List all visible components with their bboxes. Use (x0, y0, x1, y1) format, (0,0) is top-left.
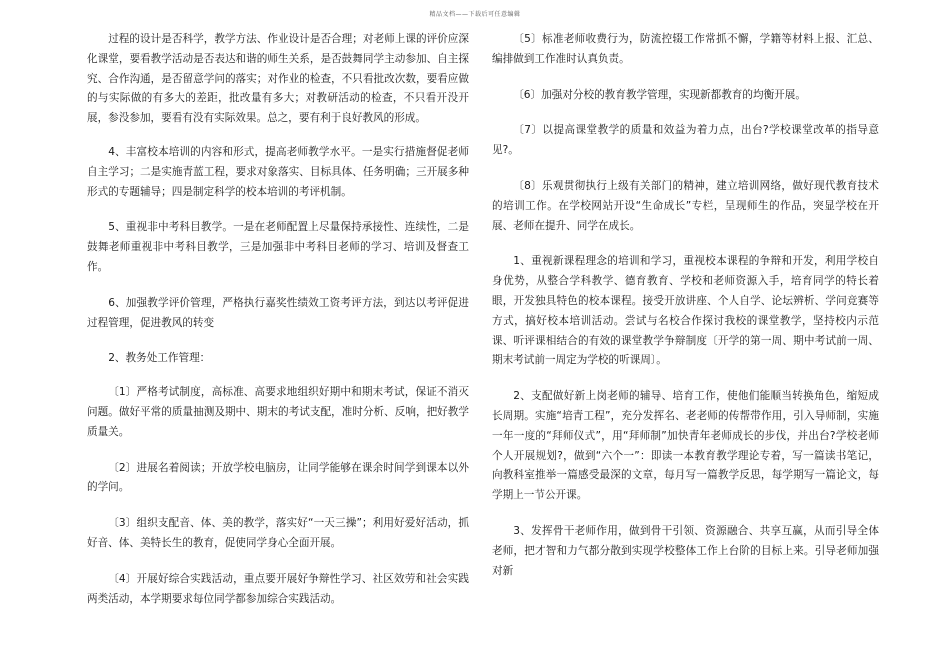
paragraph-new-curriculum: 1、重视新课程理念的培训和学习，重视校本课程的争辩和开发，利用学校自身优势，从整合学科教学、德育教育、学校和老师资源入手，培育同学的特长着眼，开发独具特色的校本课程。接受开放讲座、个人自学、论坛辨析、学问竞赛等方式，搞好校本培训活动。尝试与名校合作探讨我校的课堂教学，坚持校内示范课、听评课相结合的有效的课堂教学争辩制度〔开学的第一周、期中考试前一周、期末考试前一周定为学校的听课周〕。 (492, 255, 879, 367)
paragraph-new-teachers: 2、支配做好新上岗老师的辅导、培育工作，使他们能顺当转换角色，缩短成长周期。实施“培青工程”，充分发挥名、老老师的传帮带作用，引入导师制，实施一年一度的“拜师仪式”，用“拜师制”加快青年老师成长的步伐，并出台?学校老师个人开展规划?，做到“六个一”：即读一本教育教学理论专着，写一篇读书笔记，向教科室推举一篇感受最深的文章，每月写一篇教学反思，每学期写一篇论文，每学期上一节公开课。 (492, 390, 879, 502)
paragraph-evaluation-management: 6、加强教学评价管理，严格执行嘉奖性绩效工资考评方法，到达以考评促进过程管理，促进教风的转变 (87, 296, 469, 329)
paragraph-classroom-quality: 〔7〕以提高课堂教学的质量和效益为着力点，出台?学校课堂改革的指导意见?。 (492, 124, 879, 157)
left-column (87, 30, 469, 625)
paragraph-practice-activities: 〔4〕开展好综合实践活动，重点要开展好争辩性学习、社区效劳和社会实践两类活动，本学期要求每位同学都参加综合实践活动。 (87, 572, 469, 605)
paragraph-arts-sports: 〔3〕组织支配音、体、美的教学，落实好“一天三操”；利用好爱好活动，抓好音、体、美特长生的教育，促使同学身心全面开展。 (87, 517, 469, 549)
paragraph-branch-management: 〔6〕加强对分校的教育教学管理，实现新都教育的均衡开展。 (513, 88, 806, 101)
paragraph-training-network: 〔8〕乐观贯彻执行上级有关部门的精神，建立培训网络，做好现代教育技术的培训工作。在学校网站开设“生命成长”专栏，呈现师生的作品，突显学校在开展、老师在提升、同学在成长。 (492, 179, 879, 232)
paragraph-reading: 〔2〕进展名着阅读；开放学校电脑房，让同学能够在课余时间学到课本以外的学问。 (87, 461, 469, 494)
paragraph-evaluation-check: 过程的设计是否科学，教学方法、作业设计是否合理；对老师上课的评价应深化课堂，要看教学活动是否表达和谐的师生关系，是否鼓舞同学主动参加、自主探究、合作沟通，是否留意学问的落实；对作业的检查，不只看批改次数，要看应做的与实际做的有多大的差距，批改量有多大；对教研活动的检查，不只看开没开展，参没参加，要看有没有实际效果。总之，要有利于良好教风的形成。 (87, 33, 469, 125)
right-column (492, 30, 879, 597)
paragraph-non-exam-subjects: 5、重视非中考科目教学。一是在老师配置上尽量保持承接性、连续性，二是鼓舞老师重视非中考科目教学，三是加强非中考科目老师的学习、培训及督查工作。 (87, 221, 469, 273)
paragraph-exam-system: 〔1〕严格考试制度，高标准、高要求地组织好期中和期末考试，保证不消灭问题。做好平常的质量抽测及期中、期末的考试支配，准时分析、反响，把好教学质量关。 (87, 386, 469, 438)
paragraph-school-training: 4、丰富校本培训的内容和形式，提高老师教学水平。一是实行措施督促老师自主学习；二是实施青蓝工程，要求对象落实、目标具体、任务明确；三开展多种形式的专题辅导；四是制定科学的校本培训的考评机制。 (87, 145, 469, 198)
section-heading-academic-affairs: 2、教务处工作管理： (108, 352, 211, 365)
paragraph-key-teachers: 3、发挥骨干老师作用，做到骨干引领、资源融合、共享互赢，从而引导全体老师，把才智和力气都分散到实现学校整体工作上台阶的目标上来。引导老师加强对新 (492, 524, 879, 577)
paragraph-fee-regulation: 〔5〕标准老师收费行为，防流控辍工作常抓不懈，学籍等材料上报、汇总、编排做到工作准时认真负责。 (492, 33, 879, 65)
page-header-note: 精品文档——下载后可任意编辑 (429, 11, 521, 18)
